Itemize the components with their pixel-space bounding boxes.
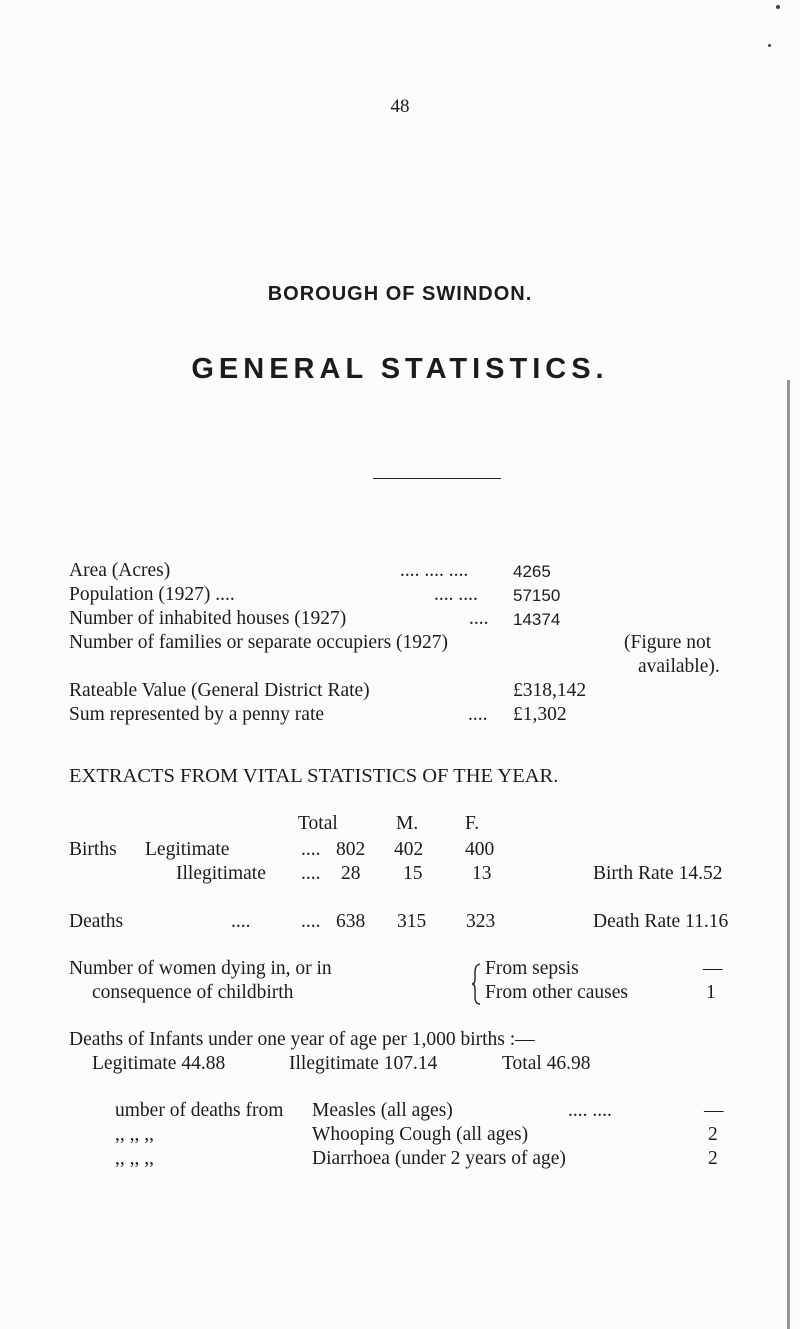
disease-label: Measles (all ages) [312,1100,453,1121]
infant-legitimate: Legitimate 44.88 [92,1053,226,1074]
section-heading: GENERAL STATISTICS. [191,353,609,385]
stat-value: £1,302 [513,704,567,725]
stat-dots: .... [468,704,488,725]
row-female: 13 [472,863,492,884]
disease-value: 2 [708,1148,718,1169]
deaths-label: Deaths [69,911,124,932]
row-label: Legitimate [145,839,230,860]
stat-value: (Figure not [624,632,712,653]
stat-value: 4265 [513,562,551,581]
disease-value: 2 [708,1124,718,1145]
row-female: 323 [466,911,496,932]
row-total: 802 [336,839,366,860]
stat-dots: .... .... .... [400,560,469,581]
row-dots: .... [231,911,251,932]
row-female: 400 [465,839,495,860]
births-label: Births [69,839,117,860]
stat-value-cont: available). [638,656,720,677]
row-total: 638 [336,911,366,932]
disease-dots: .... .... [568,1100,612,1121]
death-rate: Death Rate 11.16 [593,911,729,932]
vital-heading: EXTRACTS FROM VITAL STATISTICS OF THE YEAR. [69,765,559,787]
infant-heading: Deaths of Infants under one year of age per 1,000 births :— [69,1029,535,1050]
row-label: Illegitimate [176,863,266,884]
scan-edge-line [787,380,790,1329]
infant-total: Total 46.98 [502,1053,591,1074]
stat-label: Area (Acres) [69,560,171,581]
other-causes-label: From other causes [485,982,628,1003]
header-female: F. [465,813,480,834]
row-male: 402 [394,839,424,860]
disease-prefix: ,, ,, ,, [115,1124,154,1145]
page-title: BOROUGH OF SWINDON. [267,283,533,305]
header-total: Total [298,813,338,834]
stat-value: 14374 [513,610,561,629]
divider [373,478,501,479]
stat-label: Sum represented by a penny rate [69,704,325,725]
infant-illegitimate: Illegitimate 107.14 [289,1053,438,1074]
header-male: M. [396,813,419,834]
stat-label: Number of inhabited houses (1927) [69,608,347,629]
disease-label: Whooping Cough (all ages) [312,1124,529,1145]
sepsis-value: — [703,958,723,979]
stat-label: Rateable Value (General District Rate) [69,680,370,701]
row-dots: .... [301,839,321,860]
stat-dots: .... .... [434,584,478,605]
stat-value: £318,142 [513,680,587,701]
scan-speck [768,44,771,47]
row-male: 315 [397,911,427,932]
stat-dots: .... [469,608,489,629]
page-number: 48 [390,96,410,117]
disease-label: Diarrhoea (under 2 years of age) [312,1148,566,1169]
disease-value: — [704,1100,724,1121]
childbirth-line2: consequence of childbirth [92,982,294,1003]
birth-rate: Birth Rate 14.52 [593,863,723,884]
childbirth-line1: Number of women dying in, or in [69,958,332,979]
row-dots: .... [301,911,321,932]
stat-value: 57150 [513,586,561,605]
row-total: 28 [341,863,361,884]
brace-icon [470,962,484,1006]
stat-label: Population (1927) .... [69,584,235,605]
disease-prefix: ,, ,, ,, [115,1148,154,1169]
row-dots: .... [301,863,321,884]
scan-speck [776,5,780,9]
stat-label: Number of families or separate occupiers (1927) [69,632,449,653]
disease-prefix: umber of deaths from [115,1100,284,1121]
row-male: 15 [403,863,423,884]
other-causes-value: 1 [706,982,716,1003]
sepsis-label: From sepsis [485,958,579,979]
